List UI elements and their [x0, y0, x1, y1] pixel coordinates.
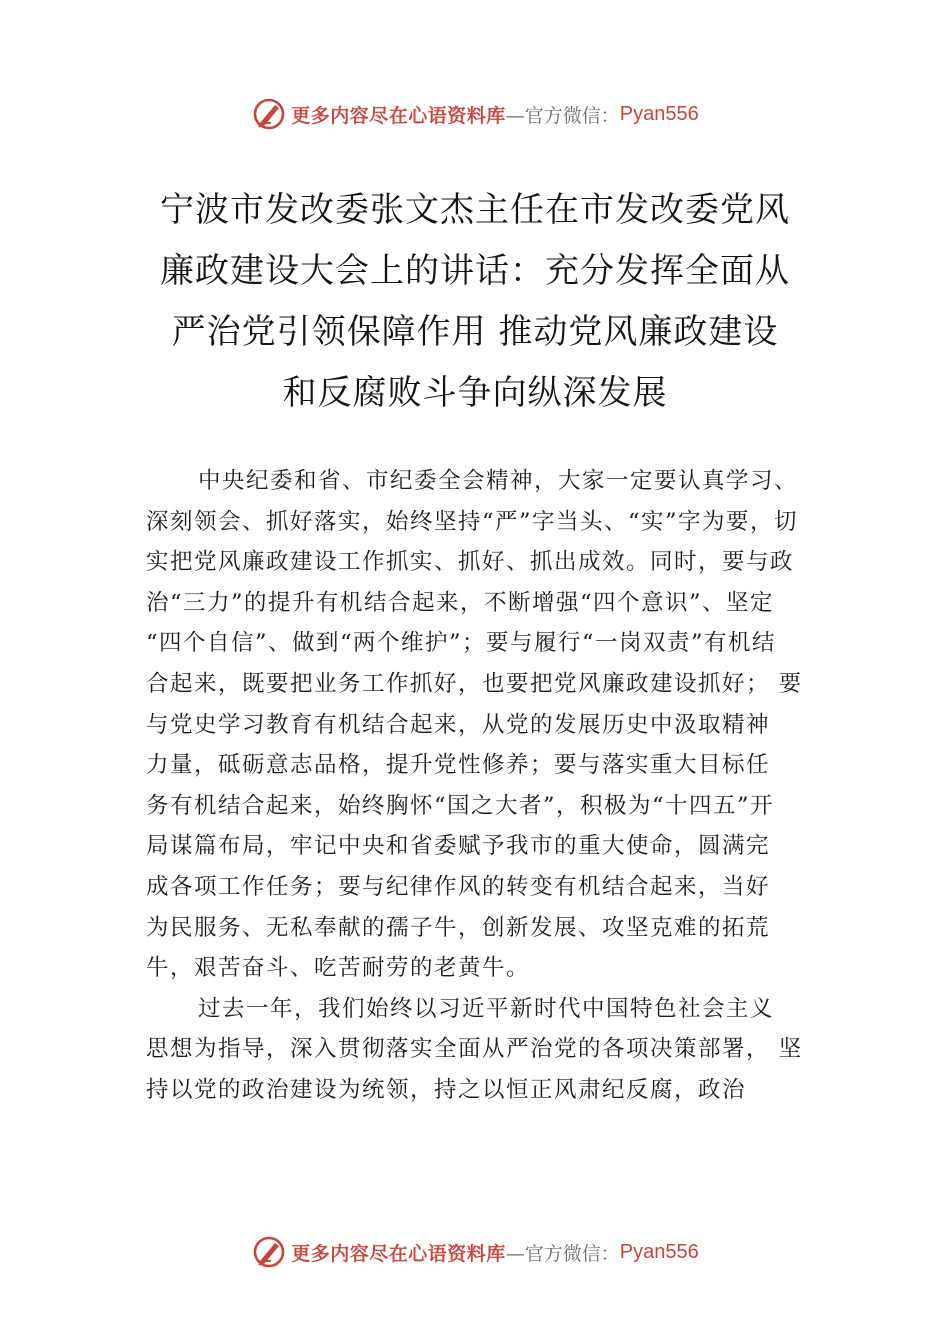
text-line: 治“三力”的提升有机结合起来，不断增强“四个意识”、坚定 — [146, 589, 775, 616]
text-line: 为民服务、无私奉献的孺子牛，创新发展、攻坚克难的拓荒 — [146, 914, 771, 941]
text-line: 力量，砥砺意志品格，提升党性修养；要与落实重大目标任 — [146, 752, 771, 779]
document-body — [146, 461, 822, 1111]
text-line: 局谋篇布局，牢记中央和省委赋予我市的重大使命，圆满完 — [146, 833, 771, 860]
text-line: 成各项工作任务；要与纪律作风的转变有机结合起来，当好 — [146, 873, 771, 900]
text-line: 深刻领会、抓好落实，始终坚持“严”字当头、“实”字为要，切 — [146, 508, 799, 535]
text-line: 与党史学习教育有机结合起来，从党的发展历史中汲取精神 — [146, 711, 771, 738]
header-site-name: 更多内容尽在心语资料库 — [291, 104, 506, 127]
footer-site-name: 更多内容尽在心语资料库 — [291, 1242, 506, 1265]
title-line: 和反腐败斗争向纵深发展 — [282, 373, 668, 413]
paragraph-1 — [146, 461, 822, 989]
text-line: 中央纪委和省、市纪委全会精神，大家一定要认真学习、 — [198, 468, 799, 494]
footer-banner — [0, 1232, 950, 1272]
document-title — [140, 180, 810, 424]
pen-circle-logo-icon — [251, 1234, 287, 1270]
pen-circle-logo-icon — [251, 96, 287, 132]
text-line: 思想为指导，深入贯彻落实全面从严治党的各项决策部署， 坚 — [146, 1036, 803, 1063]
text-line: 牛，艰苦奋斗、吃苦耐劳的老黄牛。 — [146, 955, 531, 982]
footer-wechat-id: Pyan556 — [619, 1240, 699, 1263]
text-line: 实把党风廉政建设工作抓实、抓好、抓出成效。同时，要与政 — [146, 549, 795, 576]
text-line: 务有机结合起来，始终胸怀“国之大者”，积极为“十四五”开 — [146, 792, 775, 819]
title-line: 宁波市发改委张文杰主任在市发改委党风 — [160, 190, 790, 230]
text-line: 合起来，既要把业务工作抓好，也要把党风廉政建设抓好； 要 — [146, 670, 803, 697]
title-line: 廉政建设大会上的讲话：充分发挥全面从 — [160, 251, 790, 291]
text-line: 持以党的政治建设为统领，持之以恒正风肃纪反腐，政治 — [146, 1076, 747, 1103]
footer-wechat-label: —官方微信： — [505, 1242, 620, 1265]
text-line: “四个自信”、做到“两个维护”；要与履行“一岗双责”有机结 — [146, 630, 777, 657]
header-banner — [0, 94, 950, 134]
header-wechat-label: —官方微信： — [505, 104, 620, 127]
header-wechat-id: Pyan556 — [619, 102, 699, 125]
title-line: 严治党引领保障作用 推动党风廉政建设 — [171, 312, 779, 352]
paragraph-2 — [146, 989, 822, 1111]
text-line: 过去一年，我们始终以习近平新时代中国特色社会主义 — [198, 995, 775, 1022]
